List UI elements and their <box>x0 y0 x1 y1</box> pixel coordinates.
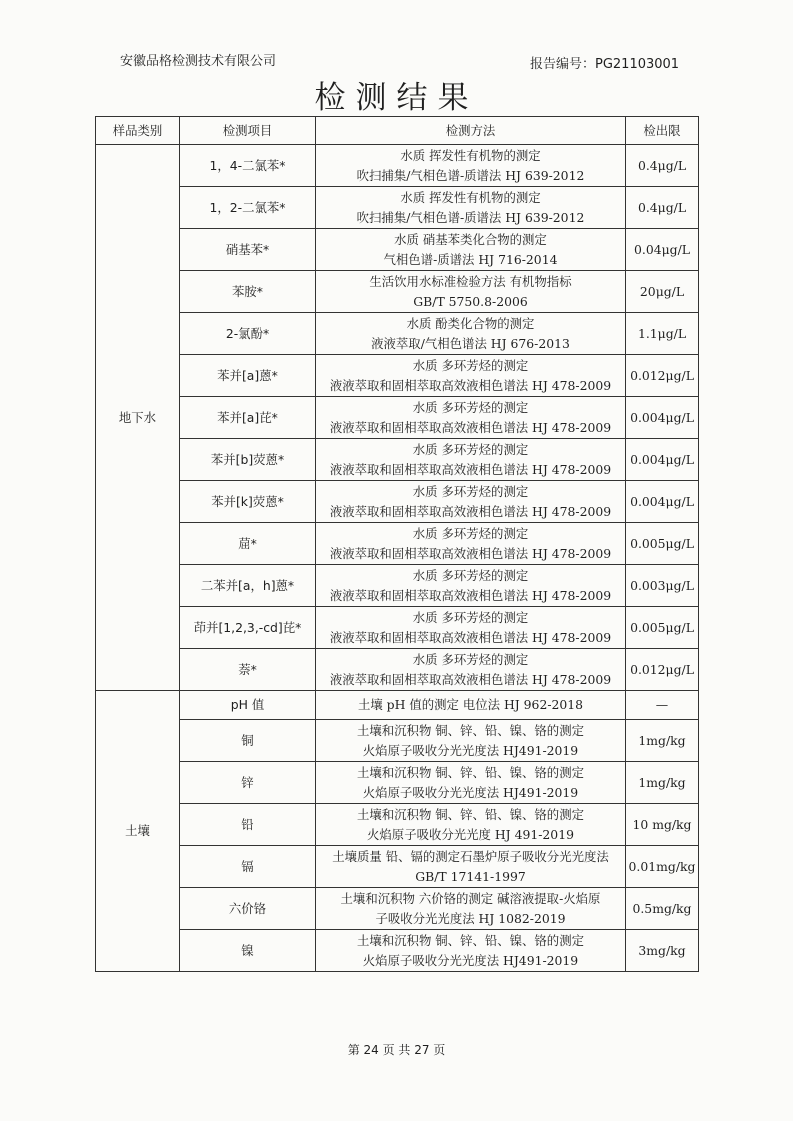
detection-limit: 0.04μg/L <box>626 229 699 271</box>
test-item: 硝基苯* <box>180 229 316 271</box>
test-item: 1，4-二氯苯* <box>180 145 316 187</box>
column-header-method: 检测方法 <box>316 117 626 145</box>
sample-category: 土壤 <box>96 691 180 972</box>
test-method-line: GB/T 5750.8-2006 <box>413 293 528 309</box>
test-method <box>316 804 626 846</box>
table-row <box>96 355 699 397</box>
table-row <box>96 846 699 888</box>
page-number: 第 24 页 共 27 页 <box>347 1043 446 1057</box>
test-method <box>316 397 626 439</box>
test-method <box>316 271 626 313</box>
test-method <box>316 187 626 229</box>
table-header-row <box>96 117 699 145</box>
test-item: 六价铬 <box>180 888 316 930</box>
test-method <box>316 649 626 691</box>
page-title: 检测结果 <box>314 80 479 116</box>
table-row <box>96 397 699 439</box>
results-table <box>95 116 699 972</box>
test-method-line: 生活饮用水标准检验方法 有机物指标 <box>369 273 572 289</box>
table-row <box>96 607 699 649</box>
test-method-line: 土壤 pH 值的测定 电位法 HJ 962-2018 <box>357 697 584 712</box>
test-method-line: 土壤和沉积物 铜、锌、铅、镍、铬的测定 <box>357 764 584 780</box>
table-row <box>96 145 699 187</box>
test-method <box>316 145 626 187</box>
test-item: 铜 <box>180 720 316 762</box>
test-method-line: 液液萃取和固相萃取高效液相色谱法 HJ 478-2009 <box>329 587 612 603</box>
test-item: 1，2-二氯苯* <box>180 187 316 229</box>
test-item: 萘* <box>180 649 316 691</box>
table-row <box>96 888 699 930</box>
test-method-line: 吹扫捕集/气相色谱-质谱法 HJ 639-2012 <box>356 209 585 225</box>
test-method-line: 液液萃取和固相萃取高效液相色谱法 HJ 478-2009 <box>329 629 612 645</box>
test-method <box>316 229 626 271</box>
table-row <box>96 762 699 804</box>
test-method <box>316 691 626 720</box>
detection-limit: 0.4μg/L <box>626 187 699 229</box>
test-method-line: 水质 多环芳烃的测定 <box>412 483 529 499</box>
detection-limit: 20μg/L <box>626 271 699 313</box>
test-method-line: 液液萃取和固相萃取高效液相色谱法 HJ 478-2009 <box>329 461 612 477</box>
detection-limit: 0.004μg/L <box>626 481 699 523</box>
test-method-line: 火焰原子吸收分光光度法 HJ491-2019 <box>362 784 579 800</box>
test-item: 䓛* <box>180 523 316 565</box>
test-method <box>316 313 626 355</box>
table-row <box>96 720 699 762</box>
test-method-line: 气相色谱-质谱法 HJ 716-2014 <box>383 251 558 267</box>
test-method-line: 水质 多环芳烃的测定 <box>412 651 529 667</box>
test-method-line: 液液萃取和固相萃取高效液相色谱法 HJ 478-2009 <box>329 377 612 393</box>
detection-limit: 0.004μg/L <box>626 397 699 439</box>
test-method <box>316 607 626 649</box>
test-method-line: 水质 酚类化合物的测定 <box>406 315 535 331</box>
test-method <box>316 888 626 930</box>
table-row <box>96 649 699 691</box>
test-item: 苯并[a]芘* <box>180 397 316 439</box>
test-item: 镉 <box>180 846 316 888</box>
test-method <box>316 355 626 397</box>
results-body <box>96 145 699 972</box>
table-row <box>96 523 699 565</box>
test-item: 铅 <box>180 804 316 846</box>
test-method <box>316 720 626 762</box>
table-row <box>96 691 699 720</box>
test-method-line: 土壤和沉积物 铜、锌、铅、镍、铬的测定 <box>357 722 584 738</box>
test-item: 苯胺* <box>180 271 316 313</box>
test-method-line: 液液萃取和固相萃取高效液相色谱法 HJ 478-2009 <box>329 419 612 435</box>
test-method-line: 水质 多环芳烃的测定 <box>412 399 529 415</box>
test-item: 苯并[a]蒽* <box>180 355 316 397</box>
detection-limit: 0.01mg/kg <box>626 846 699 888</box>
test-method-line: 吹扫捕集/气相色谱-质谱法 HJ 639-2012 <box>356 167 585 183</box>
test-method-line: 水质 多环芳烃的测定 <box>412 357 529 373</box>
report-number: 报告编号：PG21103001 <box>530 57 680 72</box>
table-row <box>96 271 699 313</box>
test-item: 二苯并[a，h]蒽* <box>180 565 316 607</box>
table-row <box>96 229 699 271</box>
detection-limit: 0.4μg/L <box>626 145 699 187</box>
detection-limit: 0.5mg/kg <box>626 888 699 930</box>
detection-limit: 1mg/kg <box>626 762 699 804</box>
test-method-line: 水质 多环芳烃的测定 <box>412 441 529 457</box>
detection-limit: 10 mg/kg <box>626 804 699 846</box>
test-method-line: 水质 多环芳烃的测定 <box>412 567 529 583</box>
test-method-line: 土壤和沉积物 铜、锌、铅、镍、铬的测定 <box>357 932 584 948</box>
detection-limit: 0.003μg/L <box>626 565 699 607</box>
test-item: 苯并[b]荧蒽* <box>180 439 316 481</box>
test-item: 2-氯酚* <box>180 313 316 355</box>
detection-limit: — <box>626 691 699 720</box>
detection-limit: 0.012μg/L <box>626 649 699 691</box>
test-method-line: 液液萃取和固相萃取高效液相色谱法 HJ 478-2009 <box>329 671 612 687</box>
table-row <box>96 565 699 607</box>
test-method-line: 水质 挥发性有机物的测定 <box>400 147 541 163</box>
test-item: 苯并[k]荧蒽* <box>180 481 316 523</box>
sample-category: 地下水 <box>96 145 180 691</box>
detection-limit: 1mg/kg <box>626 720 699 762</box>
test-method-line: 水质 挥发性有机物的测定 <box>400 189 541 205</box>
test-method <box>316 930 626 972</box>
table-row <box>96 439 699 481</box>
test-method-line: 土壤质量 铅、镉的测定石墨炉原子吸收分光光度法 <box>332 848 609 864</box>
test-method-line: 液液萃取/气相色谱法 HJ 676-2013 <box>371 335 570 351</box>
table-row <box>96 804 699 846</box>
test-method-line: 火焰原子吸收分光光度 HJ 491-2019 <box>367 826 574 842</box>
test-method <box>316 846 626 888</box>
test-item: 镍 <box>180 930 316 972</box>
test-method <box>316 565 626 607</box>
column-header-item: 检测项目 <box>180 117 316 145</box>
detection-limit: 1.1μg/L <box>626 313 699 355</box>
test-method-line: 水质 硝基苯类化合物的测定 <box>394 231 547 247</box>
detection-limit: 0.005μg/L <box>626 607 699 649</box>
detection-limit: 3mg/kg <box>626 930 699 972</box>
test-item: 茚并[1,2,3,-cd]芘* <box>180 607 316 649</box>
test-item: pH 值 <box>180 691 316 720</box>
test-method <box>316 481 626 523</box>
test-method-line: 火焰原子吸收分光光度法 HJ491-2019 <box>362 742 579 758</box>
test-method-line: 土壤和沉积物 六价铬的测定 碱溶液提取-火焰原 <box>340 890 601 906</box>
test-method-line: 火焰原子吸收分光光度法 HJ491-2019 <box>362 952 579 968</box>
test-method <box>316 439 626 481</box>
test-method-line: GB/T 17141-1997 <box>415 868 526 884</box>
table-row <box>96 481 699 523</box>
table-row <box>96 313 699 355</box>
test-method-line: 液液萃取和固相萃取高效液相色谱法 HJ 478-2009 <box>329 545 612 561</box>
detection-limit: 0.005μg/L <box>626 523 699 565</box>
test-method <box>316 762 626 804</box>
table-row <box>96 187 699 229</box>
test-method-line: 土壤和沉积物 铜、锌、铅、镍、铬的测定 <box>357 806 584 822</box>
test-method-line: 水质 多环芳烃的测定 <box>412 609 529 625</box>
test-method-line: 水质 多环芳烃的测定 <box>412 525 529 541</box>
test-method-line: 子吸收分光光度法 HJ 1082-2019 <box>375 910 566 926</box>
column-header-category: 样品类别 <box>96 117 180 145</box>
table-row <box>96 930 699 972</box>
company-name: 安徽品格检测技术有限公司 <box>120 54 277 69</box>
detection-limit: 0.012μg/L <box>626 355 699 397</box>
test-method <box>316 523 626 565</box>
test-item: 锌 <box>180 762 316 804</box>
test-method-line: 液液萃取和固相萃取高效液相色谱法 HJ 478-2009 <box>329 503 612 519</box>
detection-limit: 0.004μg/L <box>626 439 699 481</box>
column-header-limit: 检出限 <box>626 117 699 145</box>
